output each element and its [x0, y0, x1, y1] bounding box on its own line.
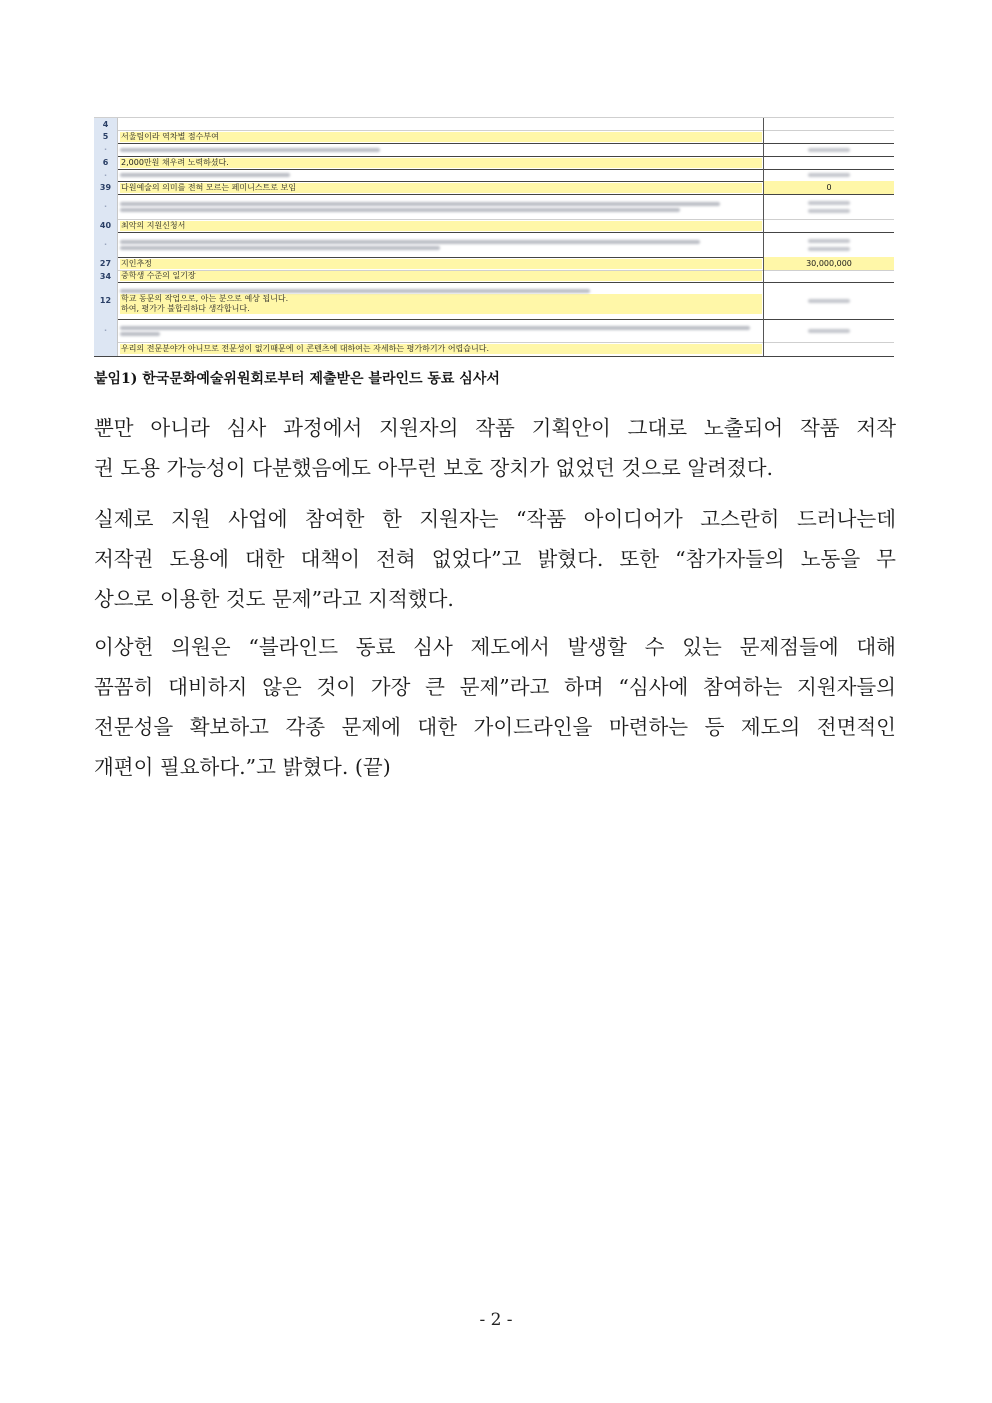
sheet-row: [94, 156, 894, 170]
row-number: 39: [94, 181, 118, 194]
review-comment: 2,000만원 채우려 노력하셨다.: [120, 158, 762, 168]
paragraph-1: [94, 408, 896, 488]
sheet-row: [94, 219, 894, 233]
paragraph-3: [94, 627, 896, 787]
sheet-row: [94, 342, 894, 357]
review-comment-line: 하여, 평가가 불합리하다 생각합니다.: [120, 304, 762, 314]
row-number: 27: [94, 257, 118, 270]
sheet-row-redacted: ·: [94, 194, 894, 220]
paragraph-line: 실제로 지원 사업에 참여한 한 지원자는 “작품 아이디어가 고스란히 드러나는데: [94, 507, 896, 531]
sheet-row: [94, 130, 894, 144]
paragraph-line: 저작권 도용에 대한 대책이 전혀 없었다”고 밝혔다. 또한 “참가자들의 노동을 무: [94, 547, 896, 571]
paragraph-2: [94, 499, 896, 619]
review-comment: 우리의 전문분야가 아니므로 전문성이 없기때문에 이 콘텐츠에 대하여는 자세하는 평가하기가 어렵습니다.: [120, 344, 762, 354]
sheet-row-redacted: ·: [94, 232, 894, 258]
sheet-row-redacted: ·: [94, 143, 894, 157]
row-number: 12: [94, 282, 118, 319]
paragraph-line: 전문성을 확보하고 각종 문제에 대한 가이드라인을 마련하는 등 제도의 전면적인: [94, 715, 896, 739]
row-number: 5: [94, 130, 118, 143]
paragraph-line: 꼼꼼히 대비하지 않은 것이 가장 큰 문제”라고 하며 “심사에 참여하는 지원자들의: [94, 675, 896, 699]
paragraph-line: 상으로 이용한 것도 문제”라고 지적했다.: [94, 587, 454, 611]
page-number: - 2 -: [479, 1310, 513, 1330]
paragraph-line: 이상헌 의원은 “블라인드 동료 심사 제도에서 발생할 수 있는 문제점들에 대해: [94, 635, 896, 659]
review-sheet-image: [94, 117, 894, 356]
sheet-row: [94, 257, 894, 271]
score-amount: 30,000,000: [763, 257, 894, 270]
row-number: 40: [94, 219, 118, 232]
row-number: 34: [94, 270, 118, 282]
review-comment: 다원예술의 의미를 전혀 모르는 페미니스트로 보임: [120, 183, 762, 193]
review-comment: 중학생 수준의 일기장: [120, 271, 762, 281]
figure-caption: 붙임1) 한국문화예술위원회로부터 제출받은 블라인드 동료 심사서: [94, 371, 500, 387]
score-amount: 0: [763, 181, 894, 194]
review-comment: 서울팀이라 역차별 점수부여: [120, 132, 762, 142]
paragraph-line: 개편이 필요하다.”고 밝혔다. (끝): [94, 755, 391, 779]
review-comment-line: 학교 동문의 작업으로, 아는 분으로 예상 됩니다.: [120, 294, 762, 304]
row-number: [94, 342, 118, 356]
paragraph-line: 권 도용 가능성이 다분했음에도 아무런 보호 장치가 없었던 것으로 알려졌다.: [94, 456, 774, 480]
row-number: 6: [94, 156, 118, 169]
paragraph-line: 뿐만 아니라 심사 과정에서 지원자의 작품 기획안이 그대로 노출되어 작품 저작: [94, 416, 896, 440]
sheet-row: [94, 282, 894, 320]
row-number: 4: [94, 118, 118, 130]
review-comment: 지인추정: [120, 259, 762, 269]
sheet-row: [94, 181, 894, 195]
sheet-row-redacted: ·: [94, 169, 894, 182]
review-comment: 최악의 지원신청서: [120, 221, 762, 231]
sheet-row-redacted: ·: [94, 319, 894, 343]
